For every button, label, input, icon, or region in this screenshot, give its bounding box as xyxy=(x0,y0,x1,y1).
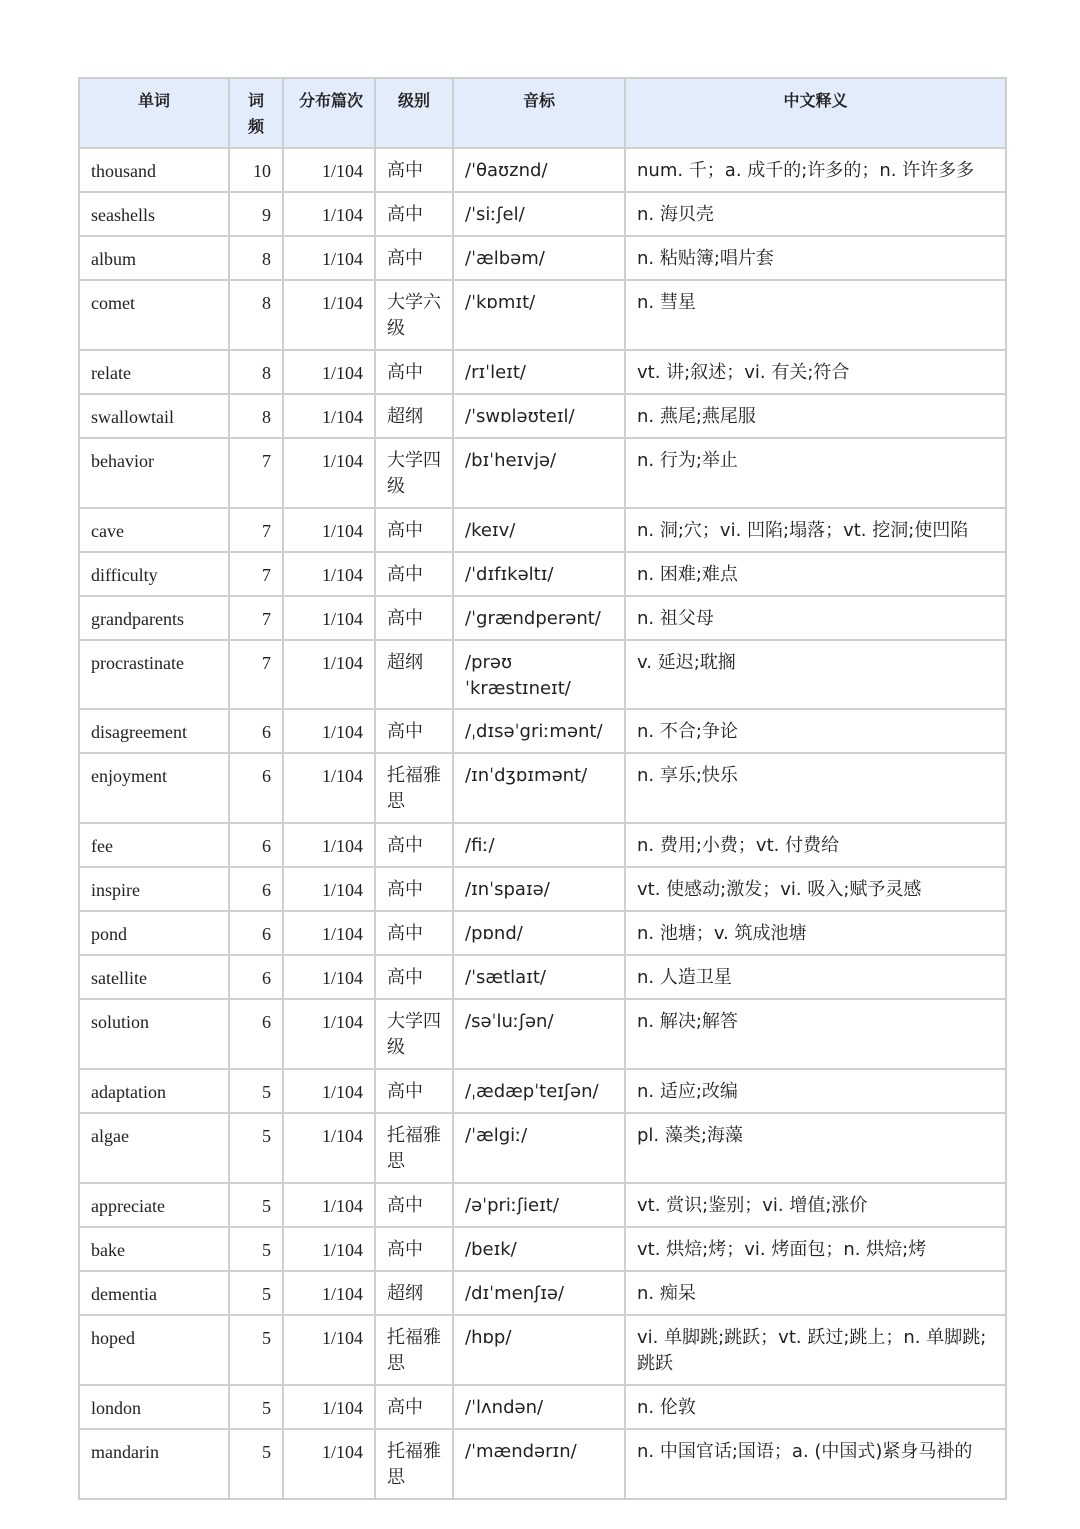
phonetic-cell: /ˌdɪsəˈgriːmənt/ xyxy=(453,709,625,753)
word-cell: fee xyxy=(79,823,229,867)
distribution-cell: 1/104 xyxy=(283,596,375,640)
level-cell: 高中 xyxy=(375,1385,453,1429)
definition-cell: n. 粘贴簿;唱片套 xyxy=(625,236,1006,280)
distribution-cell: 1/104 xyxy=(283,911,375,955)
frequency-cell: 5 xyxy=(229,1271,283,1315)
table-row xyxy=(79,1315,1006,1385)
word-cell: difficulty xyxy=(79,552,229,596)
distribution-cell: 1/104 xyxy=(283,1183,375,1227)
header-definition: 中文释义 xyxy=(625,78,1006,148)
distribution-cell: 1/104 xyxy=(283,280,375,350)
word-cell: thousand xyxy=(79,148,229,192)
frequency-cell: 8 xyxy=(229,280,283,350)
level-cell: 托福雅思 xyxy=(375,1315,453,1385)
distribution-cell: 1/104 xyxy=(283,394,375,438)
phonetic-cell: /ɪnˈspaɪə/ xyxy=(453,867,625,911)
distribution-cell: 1/104 xyxy=(283,1227,375,1271)
level-cell: 超纲 xyxy=(375,1271,453,1315)
frequency-cell: 5 xyxy=(229,1183,283,1227)
frequency-cell: 6 xyxy=(229,867,283,911)
table-row xyxy=(79,596,1006,640)
word-cell: pond xyxy=(79,911,229,955)
word-cell: behavior xyxy=(79,438,229,508)
level-cell: 高中 xyxy=(375,552,453,596)
table-row xyxy=(79,552,1006,596)
frequency-cell: 6 xyxy=(229,709,283,753)
frequency-cell: 5 xyxy=(229,1315,283,1385)
table-row xyxy=(79,236,1006,280)
phonetic-cell: /ˈælgiː/ xyxy=(453,1113,625,1183)
definition-cell: v. 延迟;耽搁 xyxy=(625,640,1006,709)
word-cell: hoped xyxy=(79,1315,229,1385)
distribution-cell: 1/104 xyxy=(283,1271,375,1315)
table-row xyxy=(79,1227,1006,1271)
phonetic-cell: /əˈpriːʃieɪt/ xyxy=(453,1183,625,1227)
definition-cell: n. 解决;解答 xyxy=(625,999,1006,1069)
header-level: 级别 xyxy=(375,78,453,148)
frequency-cell: 5 xyxy=(229,1429,283,1499)
phonetic-cell: /ˈsiːʃel/ xyxy=(453,192,625,236)
frequency-cell: 5 xyxy=(229,1385,283,1429)
frequency-cell: 5 xyxy=(229,1227,283,1271)
level-cell: 超纲 xyxy=(375,640,453,709)
level-cell: 高中 xyxy=(375,236,453,280)
table-row xyxy=(79,508,1006,552)
table-header-row xyxy=(79,78,1006,148)
phonetic-cell: /ˈlʌndən/ xyxy=(453,1385,625,1429)
definition-cell: n. 燕尾;燕尾服 xyxy=(625,394,1006,438)
table-row xyxy=(79,1429,1006,1499)
level-cell: 高中 xyxy=(375,508,453,552)
table-row xyxy=(79,1113,1006,1183)
vocabulary-table xyxy=(78,77,1007,1500)
definition-cell: vt. 讲;叙述；vi. 有关;符合 xyxy=(625,350,1006,394)
distribution-cell: 1/104 xyxy=(283,753,375,823)
definition-cell: n. 费用;小费；vt. 付费给 xyxy=(625,823,1006,867)
distribution-cell: 1/104 xyxy=(283,867,375,911)
level-cell: 超纲 xyxy=(375,394,453,438)
level-cell: 高中 xyxy=(375,709,453,753)
level-cell: 大学四级 xyxy=(375,438,453,508)
table-row xyxy=(79,1183,1006,1227)
table-row xyxy=(79,438,1006,508)
frequency-cell: 8 xyxy=(229,236,283,280)
table-row xyxy=(79,753,1006,823)
table-row xyxy=(79,192,1006,236)
definition-cell: vt. 赏识;鉴别；vi. 增值;涨价 xyxy=(625,1183,1006,1227)
frequency-cell: 7 xyxy=(229,508,283,552)
frequency-cell: 5 xyxy=(229,1113,283,1183)
frequency-cell: 6 xyxy=(229,955,283,999)
distribution-cell: 1/104 xyxy=(283,955,375,999)
definition-cell: n. 洞;穴；vi. 凹陷;塌落；vt. 挖洞;使凹陷 xyxy=(625,508,1006,552)
distribution-cell: 1/104 xyxy=(283,823,375,867)
word-cell: enjoyment xyxy=(79,753,229,823)
definition-cell: n. 彗星 xyxy=(625,280,1006,350)
frequency-cell: 9 xyxy=(229,192,283,236)
table-body xyxy=(79,148,1006,1499)
word-cell: appreciate xyxy=(79,1183,229,1227)
phonetic-cell: /bɪˈheɪvjə/ xyxy=(453,438,625,508)
frequency-cell: 6 xyxy=(229,753,283,823)
table-row xyxy=(79,709,1006,753)
definition-cell: vi. 单脚跳;跳跃；vt. 跃过;跳上；n. 单脚跳;跳跃 xyxy=(625,1315,1006,1385)
phonetic-cell: /rɪˈleɪt/ xyxy=(453,350,625,394)
word-cell: algae xyxy=(79,1113,229,1183)
level-cell: 大学四级 xyxy=(375,999,453,1069)
phonetic-cell: /pɒnd/ xyxy=(453,911,625,955)
level-cell: 高中 xyxy=(375,1227,453,1271)
distribution-cell: 1/104 xyxy=(283,552,375,596)
distribution-cell: 1/104 xyxy=(283,1385,375,1429)
frequency-cell: 6 xyxy=(229,823,283,867)
definition-cell: n. 困难;难点 xyxy=(625,552,1006,596)
definition-cell: n. 人造卫星 xyxy=(625,955,1006,999)
word-cell: satellite xyxy=(79,955,229,999)
distribution-cell: 1/104 xyxy=(283,1315,375,1385)
definition-cell: pl. 藻类;海藻 xyxy=(625,1113,1006,1183)
word-cell: inspire xyxy=(79,867,229,911)
level-cell: 高中 xyxy=(375,350,453,394)
table-row xyxy=(79,148,1006,192)
level-cell: 高中 xyxy=(375,148,453,192)
table-row xyxy=(79,394,1006,438)
word-cell: disagreement xyxy=(79,709,229,753)
level-cell: 大学六级 xyxy=(375,280,453,350)
table-row xyxy=(79,955,1006,999)
phonetic-cell: /fiː/ xyxy=(453,823,625,867)
word-cell: album xyxy=(79,236,229,280)
definition-cell: n. 中国官话;国语；a. (中国式)紧身马褂的 xyxy=(625,1429,1006,1499)
word-cell: seashells xyxy=(79,192,229,236)
frequency-cell: 6 xyxy=(229,911,283,955)
header-frequency: 词频 xyxy=(229,78,283,148)
word-cell: cave xyxy=(79,508,229,552)
word-cell: grandparents xyxy=(79,596,229,640)
phonetic-cell: /ˈgrændperənt/ xyxy=(453,596,625,640)
header-distribution: 分布篇次 xyxy=(283,78,375,148)
level-cell: 高中 xyxy=(375,911,453,955)
table-row xyxy=(79,280,1006,350)
level-cell: 托福雅思 xyxy=(375,1429,453,1499)
phonetic-cell: /prəʊˈkræstɪneɪt/ xyxy=(453,640,625,709)
definition-cell: n. 祖父母 xyxy=(625,596,1006,640)
phonetic-cell: /ˈsætlaɪt/ xyxy=(453,955,625,999)
phonetic-cell: /ˈmændərɪn/ xyxy=(453,1429,625,1499)
definition-cell: n. 海贝壳 xyxy=(625,192,1006,236)
word-cell: procrastinate xyxy=(79,640,229,709)
distribution-cell: 1/104 xyxy=(283,148,375,192)
phonetic-cell: /ˌædæpˈteɪʃən/ xyxy=(453,1069,625,1113)
word-cell: bake xyxy=(79,1227,229,1271)
definition-cell: n. 痴呆 xyxy=(625,1271,1006,1315)
word-cell: adaptation xyxy=(79,1069,229,1113)
frequency-cell: 5 xyxy=(229,1069,283,1113)
table-row xyxy=(79,1069,1006,1113)
word-cell: swallowtail xyxy=(79,394,229,438)
definition-cell: n. 享乐;快乐 xyxy=(625,753,1006,823)
distribution-cell: 1/104 xyxy=(283,1069,375,1113)
distribution-cell: 1/104 xyxy=(283,640,375,709)
header-phonetic: 音标 xyxy=(453,78,625,148)
distribution-cell: 1/104 xyxy=(283,350,375,394)
definition-cell: n. 伦敦 xyxy=(625,1385,1006,1429)
table-row xyxy=(79,1271,1006,1315)
phonetic-cell: /ɪnˈdʒɒɪmənt/ xyxy=(453,753,625,823)
frequency-cell: 7 xyxy=(229,596,283,640)
word-cell: solution xyxy=(79,999,229,1069)
definition-cell: vt. 烘焙;烤；vi. 烤面包；n. 烘焙;烤 xyxy=(625,1227,1006,1271)
level-cell: 高中 xyxy=(375,1183,453,1227)
frequency-cell: 8 xyxy=(229,350,283,394)
distribution-cell: 1/104 xyxy=(283,1429,375,1499)
table-row xyxy=(79,823,1006,867)
table-row xyxy=(79,867,1006,911)
phonetic-cell: /keɪv/ xyxy=(453,508,625,552)
frequency-cell: 6 xyxy=(229,999,283,1069)
phonetic-cell: /ˈælbəm/ xyxy=(453,236,625,280)
frequency-cell: 7 xyxy=(229,552,283,596)
table-row xyxy=(79,640,1006,709)
frequency-cell: 7 xyxy=(229,640,283,709)
word-cell: mandarin xyxy=(79,1429,229,1499)
phonetic-cell: /dɪˈmenʃɪə/ xyxy=(453,1271,625,1315)
frequency-cell: 8 xyxy=(229,394,283,438)
table-row xyxy=(79,999,1006,1069)
phonetic-cell: /səˈluːʃən/ xyxy=(453,999,625,1069)
word-cell: comet xyxy=(79,280,229,350)
phonetic-cell: /ˈθaʊznd/ xyxy=(453,148,625,192)
level-cell: 高中 xyxy=(375,1069,453,1113)
phonetic-cell: /ˈkɒmɪt/ xyxy=(453,280,625,350)
distribution-cell: 1/104 xyxy=(283,709,375,753)
definition-cell: n. 适应;改编 xyxy=(625,1069,1006,1113)
level-cell: 高中 xyxy=(375,955,453,999)
frequency-cell: 10 xyxy=(229,148,283,192)
level-cell: 高中 xyxy=(375,867,453,911)
definition-cell: n. 池塘；v. 筑成池塘 xyxy=(625,911,1006,955)
word-cell: london xyxy=(79,1385,229,1429)
table-row xyxy=(79,911,1006,955)
level-cell: 高中 xyxy=(375,823,453,867)
distribution-cell: 1/104 xyxy=(283,192,375,236)
phonetic-cell: /ˈswɒləʊteɪl/ xyxy=(453,394,625,438)
table-row xyxy=(79,1385,1006,1429)
level-cell: 托福雅思 xyxy=(375,753,453,823)
word-cell: dementia xyxy=(79,1271,229,1315)
word-cell: relate xyxy=(79,350,229,394)
distribution-cell: 1/104 xyxy=(283,508,375,552)
definition-cell: n. 行为;举止 xyxy=(625,438,1006,508)
table-row xyxy=(79,350,1006,394)
definition-cell: vt. 使感动;激发；vi. 吸入;赋予灵感 xyxy=(625,867,1006,911)
level-cell: 托福雅思 xyxy=(375,1113,453,1183)
definition-cell: num. 千；a. 成千的;许多的；n. 许许多多 xyxy=(625,148,1006,192)
header-word: 单词 xyxy=(79,78,229,148)
definition-cell: n. 不合;争论 xyxy=(625,709,1006,753)
phonetic-cell: /hɒp/ xyxy=(453,1315,625,1385)
frequency-cell: 7 xyxy=(229,438,283,508)
phonetic-cell: /ˈdɪfɪkəltɪ/ xyxy=(453,552,625,596)
distribution-cell: 1/104 xyxy=(283,1113,375,1183)
distribution-cell: 1/104 xyxy=(283,236,375,280)
distribution-cell: 1/104 xyxy=(283,438,375,508)
level-cell: 高中 xyxy=(375,596,453,640)
level-cell: 高中 xyxy=(375,192,453,236)
phonetic-cell: /beɪk/ xyxy=(453,1227,625,1271)
distribution-cell: 1/104 xyxy=(283,999,375,1069)
